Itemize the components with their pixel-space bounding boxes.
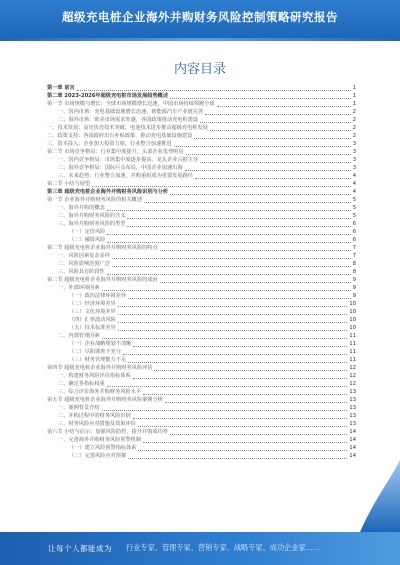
- toc-leader-dots: [102, 338, 348, 339]
- toc-leader-dots: [127, 218, 350, 219]
- toc-page-number: 7: [352, 253, 356, 259]
- toc-entry-text: （一）建立风险预警指标体系: [69, 445, 137, 451]
- toc-entry-text: （一）政治法律环境差异: [69, 293, 127, 299]
- toc-entry[interactable]: [47, 180, 356, 188]
- toc-page-number: 2: [352, 109, 356, 115]
- toc-leader-dots: [138, 426, 348, 427]
- toc-entry-text: 一、外部环境因素: [58, 285, 100, 291]
- toc-entry-text: 一、风险因素复杂多样: [58, 253, 110, 259]
- toc-leader-dots: [186, 154, 351, 155]
- toc-entry-text: 第二节 市场竞争格局：行业集中度提升，头部企业优势明显: [47, 149, 184, 155]
- toc-entry-text: 二、海外竞争格局：国际巨头布局，中国企业加速出海: [58, 165, 183, 171]
- header-band: [0, 0, 400, 38]
- toc-entry[interactable]: [47, 164, 356, 172]
- toc-leader-dots: [107, 386, 348, 387]
- toc-page-number: 13: [349, 405, 356, 411]
- toc-entry[interactable]: [47, 388, 356, 396]
- toc-entry-text: 一、构建财务风险评价指标体系: [58, 373, 131, 379]
- toc-leader-dots: [123, 354, 348, 355]
- toc-entry[interactable]: [47, 404, 356, 412]
- toc-page-number: 6: [352, 229, 356, 235]
- toc-entry[interactable]: [47, 316, 356, 324]
- toc-entry[interactable]: [47, 412, 356, 420]
- toc-leader-dots: [107, 210, 351, 211]
- toc-page-number: 10: [349, 301, 356, 307]
- toc-leader-dots: [185, 170, 351, 171]
- table-of-contents: [47, 84, 356, 460]
- toc-page-number: 9: [352, 285, 356, 291]
- toc-entry[interactable]: [47, 108, 356, 116]
- toc-page-number: 5: [352, 197, 356, 203]
- toc-leader-dots: [200, 122, 351, 123]
- toc-entry[interactable]: [47, 276, 356, 284]
- toc-chapter-entry[interactable]: [47, 188, 356, 196]
- toc-page-number: 11: [349, 333, 356, 339]
- decorative-wave-shape: [360, 460, 400, 532]
- toc-entry[interactable]: [47, 220, 356, 228]
- toc-page-number: 10: [349, 325, 356, 331]
- toc-entry-text: 二、海外市场：欧美市场需求旺盛，各国政策推动充电桩建设: [58, 117, 199, 123]
- toc-entry-text: 第三节 超级充电桩企业海外并购财务风险的成因: [47, 277, 158, 283]
- toc-page-number: 9: [352, 293, 356, 299]
- toc-page-number: 13: [349, 397, 356, 403]
- toc-page-number: 2: [352, 117, 356, 123]
- toc-page-number: 4: [352, 173, 356, 179]
- toc-entry-text: （一）定价风险: [69, 229, 106, 235]
- toc-page-number: 14: [349, 429, 356, 435]
- toc-entry-text: 一、国内市场：充电基础设施增长迅速，新能源汽车产业链完善: [58, 109, 204, 115]
- toc-entry-text: 三、资本投入：企业加大投资力度，行业整合加速推进: [47, 141, 172, 147]
- toc-entry-text: 三、综合评价海外并购财务风险水平: [58, 389, 142, 395]
- toc-entry-text: 一、案例背景介绍: [58, 405, 100, 411]
- toc-entry[interactable]: [47, 132, 356, 140]
- toc-entry[interactable]: [47, 116, 356, 124]
- toc-entry-text: （二）尽职调查不充分: [69, 349, 121, 355]
- toc-page-number: 10: [349, 317, 356, 323]
- toc-page-number: 2: [352, 133, 356, 139]
- toc-entry-text: 二、风险影响范围广泛: [58, 261, 110, 267]
- toc-leader-dots: [138, 450, 347, 451]
- toc-page-number: 3: [352, 141, 356, 147]
- toc-entry[interactable]: [47, 268, 356, 276]
- toc-entry-text: （四）汇率波动风险: [69, 317, 116, 323]
- toc-entry-text: 三、财务风险应对措施及效果评价: [58, 421, 136, 427]
- toc-leader-dots: [170, 194, 351, 195]
- toc-entry-text: （五）技术标准差异: [69, 325, 116, 331]
- toc-entry-text: （一）企业战略规划不清晰: [69, 341, 132, 347]
- toc-page-number: 14: [349, 453, 356, 459]
- toc-entry[interactable]: [47, 140, 356, 148]
- toc-entry[interactable]: [47, 300, 356, 308]
- toc-entry-text: 第一节 企业海外并购财务风险的相关概述: [47, 197, 143, 203]
- toc-page-number: 9: [352, 277, 356, 283]
- toc-entry-text: 三、风险具有阶段性: [58, 269, 105, 275]
- toc-leader-dots: [107, 274, 351, 275]
- toc-page-number: 7: [352, 245, 356, 251]
- toc-entry[interactable]: [47, 340, 356, 348]
- toc-entry[interactable]: [47, 212, 356, 220]
- toc-page-number: 14: [349, 445, 356, 451]
- toc-page-number: 11: [349, 349, 356, 355]
- toc-entry[interactable]: [47, 308, 356, 316]
- toc-leader-dots: [118, 314, 348, 315]
- toc-page-number: 1: [352, 85, 356, 91]
- toc-leader-dots: [102, 410, 348, 411]
- toc-leader-dots: [154, 370, 347, 371]
- toc-leader-dots: [143, 394, 347, 395]
- toc-entry-text: 第五节 超级充电桩企业海外并购财务风险案例分析: [47, 397, 163, 403]
- toc-leader-dots: [127, 226, 350, 227]
- toc-page-number: 6: [352, 221, 356, 227]
- toc-entry-text: （二）完善风险应对预案: [69, 453, 127, 459]
- toc-leader-dots: [107, 234, 350, 235]
- toc-leader-dots: [112, 266, 351, 267]
- toc-page-number: 4: [352, 181, 356, 187]
- toc-page-number: 13: [349, 421, 356, 427]
- toc-leader-dots: [133, 346, 347, 347]
- toc-entry[interactable]: [47, 420, 356, 428]
- toc-entry[interactable]: [47, 380, 356, 388]
- toc-page-number: 8: [352, 269, 356, 275]
- toc-entry-text: （三）文化环境差异: [69, 309, 116, 315]
- toc-title: 内容目录: [173, 62, 226, 77]
- toc-page-number: 12: [349, 365, 356, 371]
- toc-entry-text: 一、国内竞争格局：市场集中度逐步提高，龙头企业占据主导: [58, 157, 199, 163]
- toc-entry[interactable]: [47, 124, 356, 132]
- toc-leader-dots: [92, 186, 351, 187]
- toc-leader-dots: [118, 322, 348, 323]
- toc-entry[interactable]: [47, 348, 356, 356]
- toc-page-number: 10: [349, 309, 356, 315]
- toc-entry[interactable]: [47, 252, 356, 260]
- toc-entry-text: 二、内部管理因素: [58, 333, 100, 339]
- toc-page-number: 11: [349, 341, 356, 347]
- toc-page-number: 14: [349, 437, 356, 443]
- toc-entry[interactable]: [47, 196, 356, 204]
- toc-leader-dots: [77, 90, 351, 91]
- toc-leader-dots: [200, 162, 351, 163]
- toc-page-number: 1: [352, 101, 356, 107]
- toc-entry-text: 第三节 小结与展望: [47, 181, 91, 187]
- toc-leader-dots: [107, 242, 350, 243]
- report-title: 超级充电桩企业海外并购财务风险控制策略研究报告: [62, 10, 338, 24]
- toc-entry[interactable]: [47, 428, 356, 436]
- toc-page-number: 5: [352, 205, 356, 211]
- toc-entry-text: 三、未来趋势：行业整合加速，并购重组成为重要发展路径: [58, 173, 193, 179]
- toc-entry-text: 二、并购过程中的财务风险识别: [58, 413, 131, 419]
- toc-leader-dots: [143, 442, 347, 443]
- toc-leader-dots: [144, 202, 351, 203]
- toc-entry-text: 三、海外并购财务风险的类型: [58, 221, 126, 227]
- footer-roles: 行业专家、管理专家、营销专家、战略专家、成功企业家……: [126, 543, 321, 552]
- toc-leader-dots: [160, 250, 351, 251]
- toc-entry[interactable]: [47, 444, 356, 452]
- toc-leader-dots: [118, 306, 348, 307]
- toc-entry[interactable]: [47, 324, 356, 332]
- toc-page-number: 6: [352, 237, 356, 243]
- toc-page-number: 11: [349, 357, 356, 363]
- toc-entry-text: （二）融资风险: [69, 237, 106, 243]
- toc-page-number: 2: [352, 125, 356, 131]
- toc-leader-dots: [217, 106, 351, 107]
- toc-entry[interactable]: [47, 228, 356, 236]
- toc-leader-dots: [210, 130, 351, 131]
- toc-leader-dots: [205, 114, 350, 115]
- toc-entry[interactable]: [47, 292, 356, 300]
- toc-page-number: 12: [349, 373, 356, 379]
- toc-leader-dots: [102, 290, 351, 291]
- toc-leader-dots: [128, 458, 347, 459]
- toc-page-number: 1: [352, 93, 356, 99]
- toc-leader-dots: [195, 178, 351, 179]
- footer-slogan: 让每个人都能成为: [48, 544, 112, 553]
- toc-entry[interactable]: [47, 236, 356, 244]
- toc-entry[interactable]: [47, 356, 356, 364]
- toc-leader-dots: [194, 138, 350, 139]
- toc-entry[interactable]: [47, 244, 356, 252]
- toc-entry-text: 第二节 超级充电桩企业海外并购财务风险的特点: [47, 245, 158, 251]
- toc-entry-text: 第六节 小结与启示：加强风险防控，提升并购成功率: [47, 429, 168, 435]
- toc-page-number: 13: [349, 413, 356, 419]
- toc-entry[interactable]: [47, 260, 356, 268]
- toc-page-number: 5: [352, 213, 356, 219]
- toc-entry[interactable]: [47, 100, 356, 108]
- toc-leader-dots: [170, 434, 347, 435]
- toc-leader-dots: [118, 330, 348, 331]
- toc-entry[interactable]: [47, 452, 356, 460]
- toc-leader-dots: [174, 146, 351, 147]
- toc-entry[interactable]: [47, 148, 356, 156]
- toc-entry-text: 二、确定各指标权重: [58, 381, 105, 387]
- toc-leader-dots: [160, 282, 351, 283]
- toc-leader-dots: [133, 418, 348, 419]
- toc-entry-text: 一、完善海外并购财务风险预警机制: [58, 437, 142, 443]
- toc-entry[interactable]: [47, 436, 356, 444]
- toc-entry[interactable]: [47, 332, 356, 340]
- toc-entry[interactable]: [47, 156, 356, 164]
- toc-entry-text: （三）财务管理能力不足: [69, 357, 127, 363]
- toc-entry[interactable]: [47, 396, 356, 404]
- toc-entry-text: 二、海外并购财务风险的含义: [58, 213, 126, 219]
- toc-leader-dots: [165, 402, 348, 403]
- toc-entry-text: 第一节 市场规模与增长：全球市场规模增长迅速，中国市场持续领跑全球: [47, 101, 215, 107]
- footer-band: [0, 532, 400, 565]
- toc-entry[interactable]: [47, 364, 356, 372]
- toc-page-number: 3: [352, 165, 356, 171]
- toc-entry-text: 一、技术发展：高压快充技术突破，电池技术进步推动超级充电桩发展: [47, 125, 208, 131]
- toc-entry-text: 二、政策支持：各国政府出台补贴政策，推动充电基础设施建设: [47, 133, 193, 139]
- toc-entry-text: （二）经济环境差异: [69, 301, 116, 307]
- toc-chapter-entry[interactable]: [47, 92, 356, 100]
- toc-page-number: 8: [352, 261, 356, 267]
- header-stripe: [0, 38, 400, 41]
- toc-entry[interactable]: [47, 372, 356, 380]
- toc-leader-dots: [128, 362, 347, 363]
- toc-entry[interactable]: [47, 172, 356, 180]
- toc-entry[interactable]: [47, 204, 356, 212]
- toc-chapter-entry[interactable]: [47, 84, 356, 92]
- toc-leader-dots: [133, 378, 348, 379]
- toc-page-number: 4: [352, 189, 356, 195]
- toc-entry-text: 一、海外并购的概念: [58, 205, 105, 211]
- toc-leader-dots: [128, 298, 351, 299]
- toc-leader-dots: [112, 258, 351, 259]
- toc-entry-text: 第三章 超级充电桩企业海外并购财务风险识别与分析: [47, 189, 169, 195]
- toc-page-number: 13: [349, 389, 356, 395]
- toc-entry-text: 第二章 2023-2026年超级充电桩市场发展趋势概述: [47, 93, 169, 99]
- toc-entry-text: 第一章 前言: [47, 85, 75, 91]
- toc-page-number: 3: [352, 157, 356, 163]
- toc-leader-dots: [170, 98, 351, 99]
- toc-entry[interactable]: [47, 284, 356, 292]
- toc-page-number: 12: [349, 381, 356, 387]
- toc-page-number: 3: [352, 149, 356, 155]
- toc-entry-text: 第四节 超级充电桩企业海外并购财务风险评估: [47, 365, 153, 371]
